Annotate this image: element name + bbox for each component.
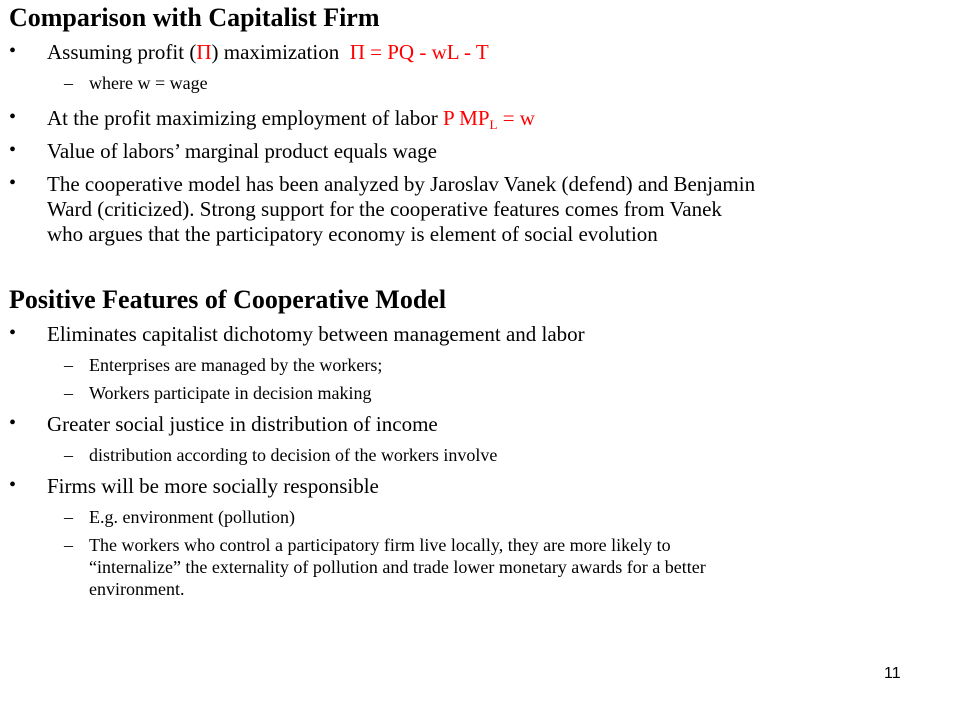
- bullet-icon: •: [9, 412, 17, 434]
- section-heading-comparison: Comparison with Capitalist Firm: [9, 3, 380, 32]
- sub-bullet-internalize-line-2: “internalize” the externality of pollution and trade lower monetary awards for a better: [89, 557, 706, 577]
- bullet-eliminates-dichotomy: Eliminates capitalist dichotomy between management and labor: [47, 322, 585, 346]
- profit-formula: Π = PQ - wL - T: [349, 40, 489, 64]
- bullet-icon: •: [9, 474, 17, 496]
- marginal-product-formula: [443, 106, 535, 130]
- bullet-profit-maximization: [47, 40, 489, 65]
- sub-bullet-wage-definition: where w = wage: [89, 73, 208, 93]
- bullet-vanek-ward-line-2: Ward (criticized). Strong support for the cooperative features comes from Vanek: [47, 197, 722, 221]
- dash-icon: –: [64, 73, 73, 93]
- page-number: 11: [884, 665, 901, 682]
- sub-bullet-distribution: distribution according to decision of the workers involve: [89, 445, 498, 465]
- bullet-icon: •: [9, 106, 17, 128]
- section-heading-positive-features: Positive Features of Cooperative Model: [9, 285, 447, 314]
- dash-icon: –: [64, 507, 73, 527]
- sub-bullet-managed-by-workers: Enterprises are managed by the workers;: [89, 355, 383, 375]
- bullet-icon: •: [9, 139, 17, 161]
- sub-bullet-decision-making: Workers participate in decision making: [89, 383, 372, 403]
- bullet-text-end: ) maximization: [211, 40, 340, 64]
- sub-bullet-internalize-line-3: environment.: [89, 579, 185, 599]
- bullet-social-justice: Greater social justice in distribution of income: [47, 412, 438, 436]
- sub-bullet-environment: E.g. environment (pollution): [89, 507, 295, 527]
- dash-icon: –: [64, 355, 73, 375]
- formula-part-a: P MP: [443, 106, 490, 130]
- formula-part-b: = w: [497, 106, 535, 130]
- bullet-value-marginal-product: Value of labors’ marginal product equals wage: [47, 139, 437, 163]
- dash-icon: –: [64, 535, 73, 555]
- sub-bullet-internalize-line-1: The workers who control a participatory firm live locally, they are more likely to: [89, 535, 671, 555]
- bullet-socially-responsible: Firms will be more socially responsible: [47, 474, 379, 498]
- bullet-icon: •: [9, 172, 17, 194]
- bullet-icon: •: [9, 322, 17, 344]
- bullet-text: At the profit maximizing employment of labor: [47, 106, 438, 130]
- bullet-icon: •: [9, 40, 17, 62]
- dash-icon: –: [64, 445, 73, 465]
- pi-symbol: Π: [196, 40, 212, 64]
- bullet-vanek-ward-line-1: The cooperative model has been analyzed by Jaroslav Vanek (defend) and Benjamin: [47, 172, 756, 196]
- bullet-profit-maximizing-employment: [47, 106, 535, 133]
- bullet-text: Assuming profit (: [47, 40, 197, 64]
- bullet-vanek-ward-line-3: who argues that the participatory economy is element of social evolution: [47, 222, 658, 246]
- formula-subscript: L: [489, 117, 498, 132]
- dash-icon: –: [64, 383, 73, 403]
